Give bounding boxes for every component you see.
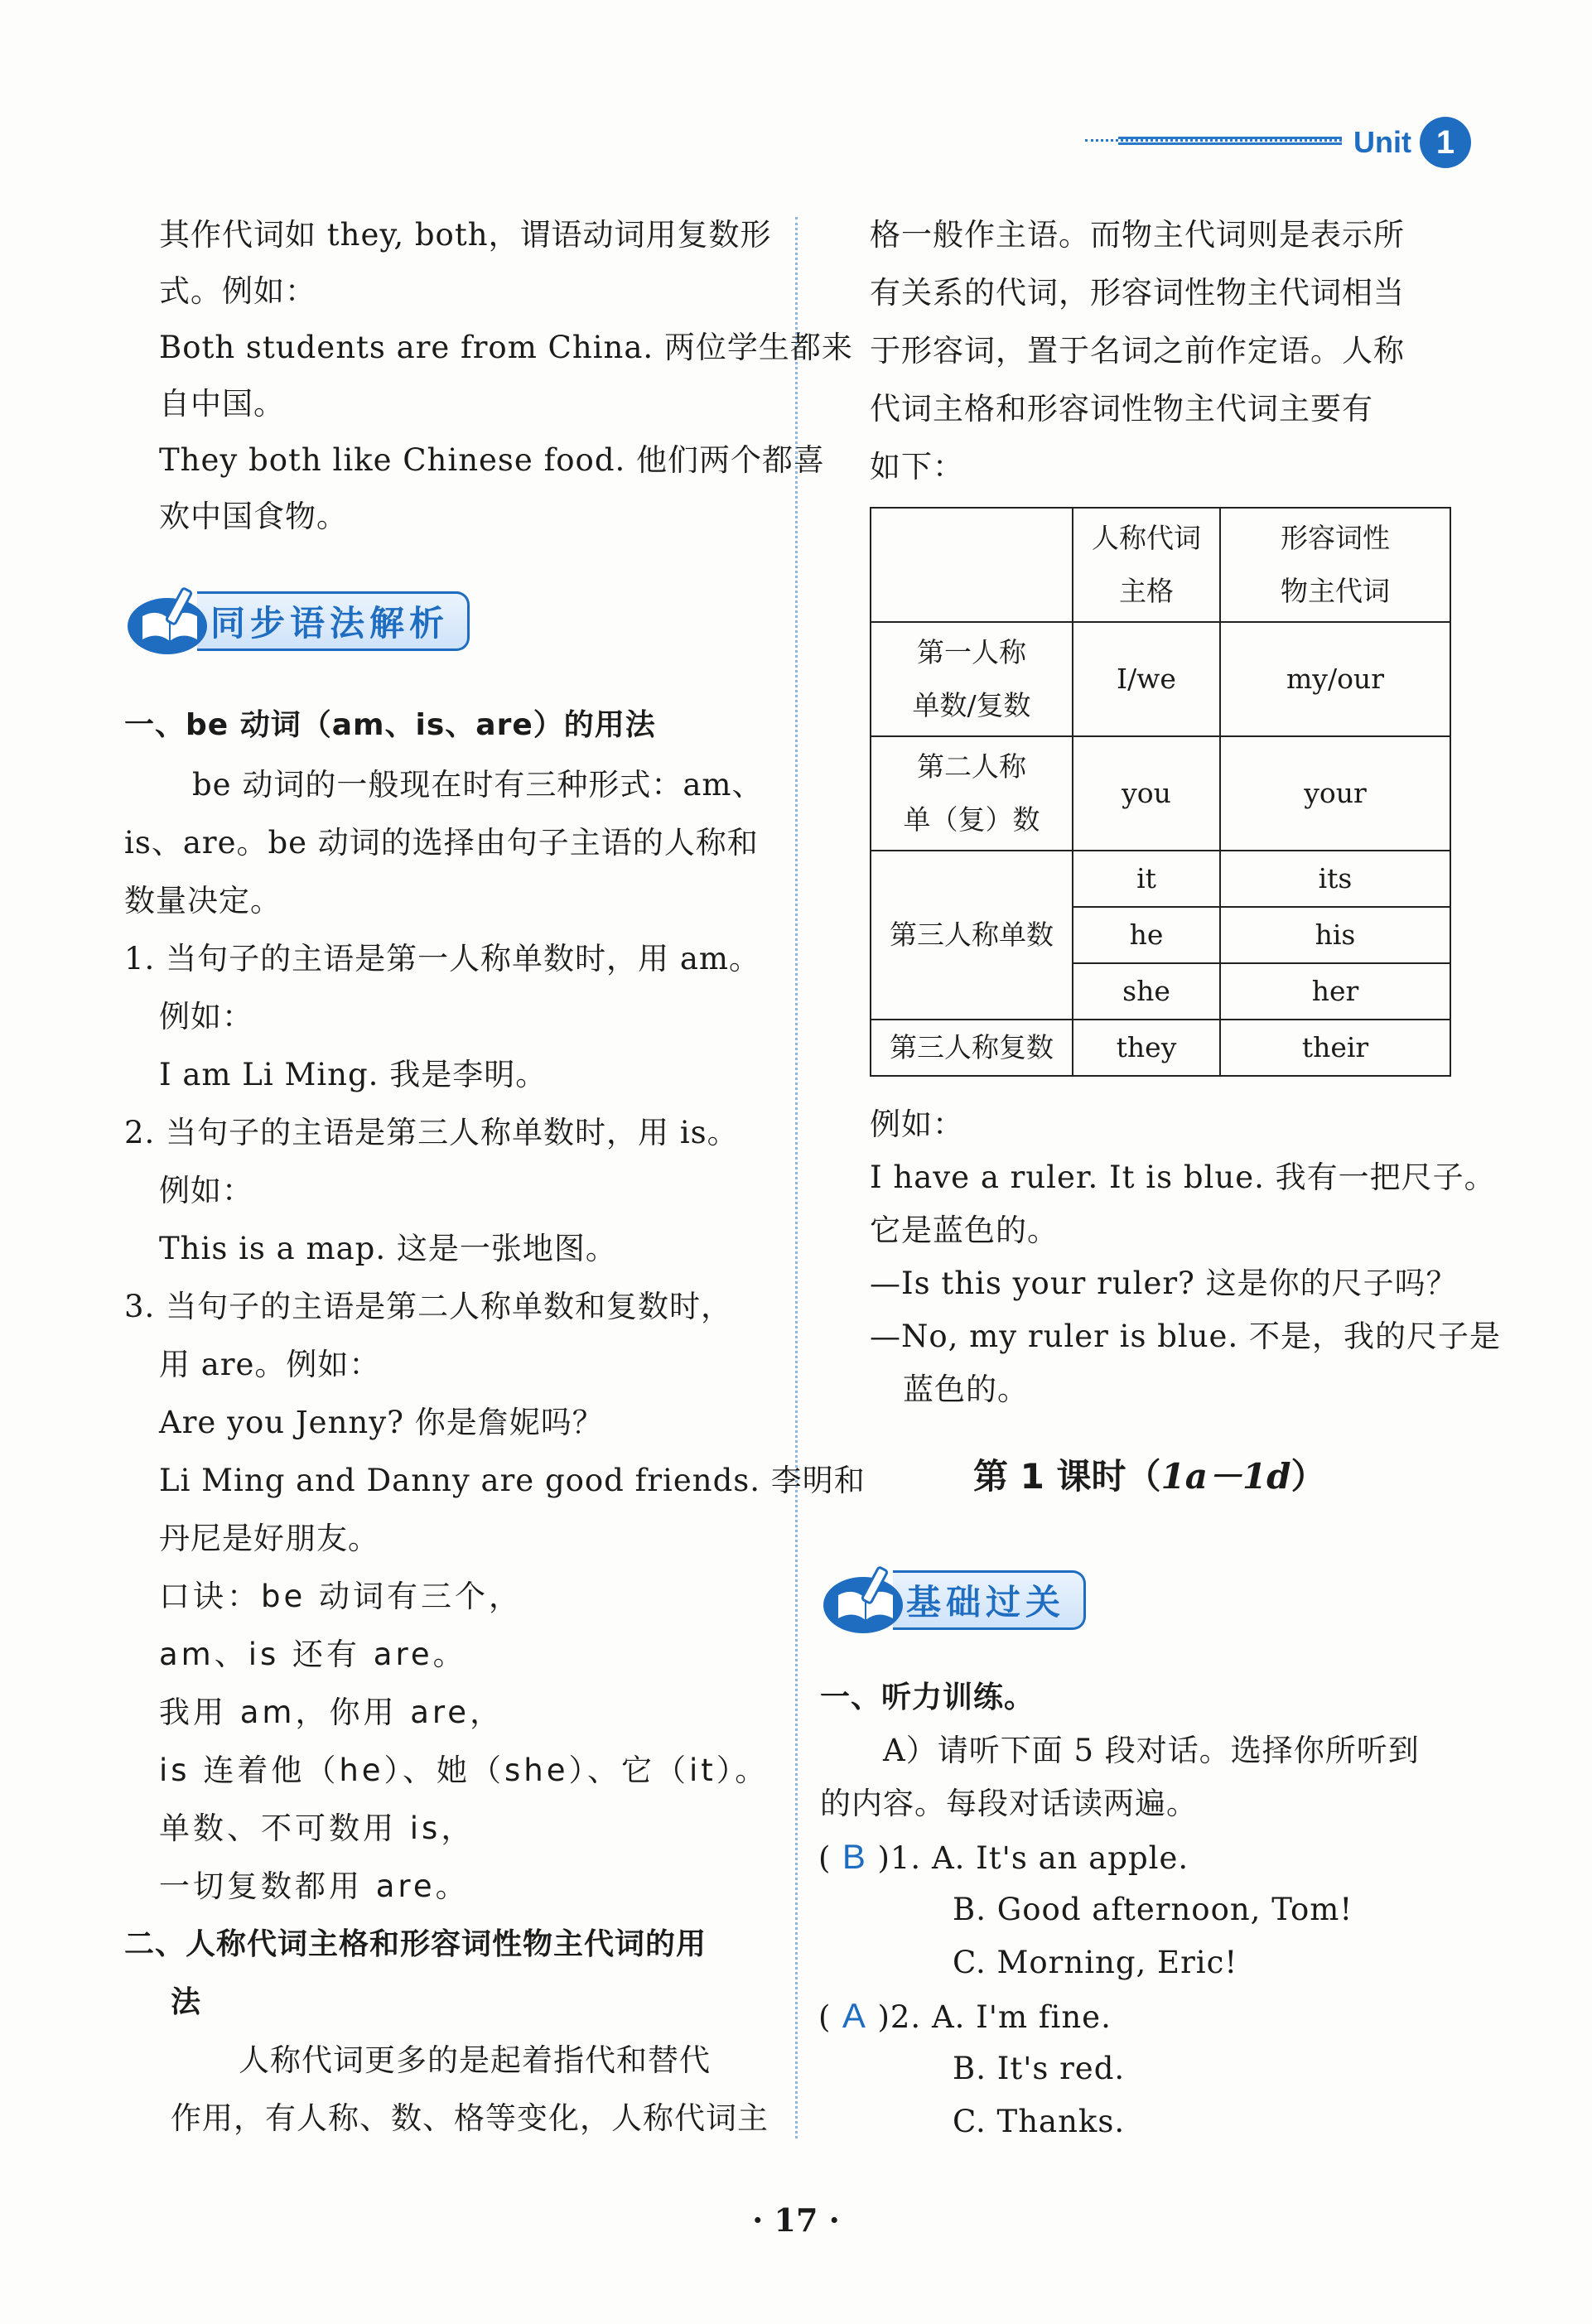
left-intro-line: 自中国。: [159, 386, 285, 422]
right-intro-line: 代词主格和形容词性物主代词主要有: [870, 391, 1373, 427]
rule-1-eg: 例如：: [159, 999, 253, 1034]
rhyme-line: 单数、不可数用 is，: [159, 1811, 475, 1846]
table-row-label: 第三人称单数: [871, 851, 1073, 1020]
right-intro-line: 于形容词，置于名词之前作定语。人称: [870, 333, 1405, 369]
left-intro-line: 式。例如：: [159, 273, 316, 309]
option: C. Morning, Eric!: [953, 1945, 1238, 1980]
section1-body-line: is、are。be 动词的选择由句子主语的人称和: [124, 825, 759, 861]
right-example: —Is this your ruler? 这是你的尺子吗？: [870, 1266, 1458, 1301]
table-cell: my/our: [1220, 622, 1450, 736]
left-intro-line: Both students are from China. 两位学生都来: [159, 330, 853, 365]
unit-number-badge: 1: [1420, 117, 1471, 168]
table-cell: I/we: [1073, 622, 1220, 736]
book-pen-icon: [820, 1562, 911, 1638]
right-eg: 例如：: [870, 1107, 964, 1142]
table-header-cell: 形容词性 物主代词: [1220, 508, 1450, 622]
header-rule: [1085, 137, 1342, 148]
answer-blank[interactable]: A: [842, 1996, 866, 2035]
right-intro-line: 如下：: [870, 449, 964, 485]
table-row: [871, 508, 1450, 622]
right-example: —No, my ruler is blue. 不是，我的尺子是: [870, 1319, 1501, 1354]
table-row-label: 第一人称 单数/复数: [871, 622, 1073, 736]
section2-body-line: 作用，有人称、数、格等变化，人称代词主: [171, 2100, 769, 2136]
rule-2-example: This is a map. 这是一张地图。: [159, 1231, 617, 1266]
rule-1: 1. 当句子的主语是第一人称单数时，用 am。: [124, 941, 760, 976]
question-1: ( B )1. A. It's an apple.: [818, 1837, 1189, 1876]
lesson-title: 第 1 课时（1a－1d）: [973, 1456, 1326, 1497]
section2-body-line: 人称代词更多的是起着指代和替代: [239, 2042, 711, 2078]
answer-blank[interactable]: B: [842, 1837, 866, 1876]
rule-3-example: Li Ming and Danny are good friends. 李明和: [159, 1463, 866, 1498]
right-intro-line: 有关系的代词，形容词性物主代词相当: [870, 275, 1405, 311]
section2-heading: 二、人称代词主格和形容词性物主代词的用: [124, 1927, 707, 1961]
rule-3-cont: 用 are。例如：: [159, 1347, 381, 1382]
rule-3: 3. 当句子的主语是第二人称单数和复数时，: [124, 1289, 733, 1324]
table-cell: she: [1073, 963, 1220, 1020]
table-cell: you: [1073, 736, 1220, 851]
rhyme-line: am、is 还有 are。: [159, 1637, 467, 1672]
table-row: [871, 622, 1450, 736]
rhyme-line: 一切复数都用 are。: [159, 1868, 470, 1904]
section1-heading: 一、be 动词（am、is、are）的用法: [124, 708, 656, 742]
column-divider: [795, 217, 798, 2138]
section1-body-line: be 动词的一般现在时有三种形式：am、: [192, 767, 764, 803]
table-row: [871, 736, 1450, 851]
table-cell: they: [1073, 1020, 1220, 1076]
left-intro-line: 欢中国食物。: [159, 499, 348, 534]
section2-heading-cont: 法: [171, 1985, 202, 2019]
rule-1-example: I am Li Ming. 我是李明。: [159, 1057, 548, 1092]
table-cell: your: [1220, 736, 1450, 851]
table-cell: her: [1220, 963, 1450, 1020]
option: B. It's red.: [953, 2051, 1126, 2086]
section1-body-line: 数量决定。: [124, 883, 282, 919]
rhyme-line: is 连着他（he）、她（she）、它（it）。: [159, 1753, 769, 1788]
rule-2-eg: 例如：: [159, 1173, 253, 1208]
table-cell: his: [1220, 907, 1450, 963]
left-intro-line: 其作代词如 they, both，谓语动词用复数形: [159, 217, 772, 253]
rhyme-line: 口诀：be 动词有三个，: [159, 1579, 523, 1614]
table-corner-cell: [871, 508, 1073, 622]
left-intro-line: They both like Chinese food. 他们两个都喜: [159, 442, 826, 478]
table-cell: their: [1220, 1020, 1450, 1076]
grammar-banner: [124, 583, 470, 659]
right-example: 蓝色的。: [903, 1372, 1029, 1407]
page-number: · 17 ·: [752, 2201, 840, 2239]
table-row: [871, 1020, 1450, 1076]
table-cell: he: [1073, 907, 1220, 963]
book-pen-icon: [124, 583, 215, 659]
table-header-cell: 人称代词 主格: [1073, 508, 1220, 622]
listening-heading: 一、听力训练。: [820, 1680, 1035, 1714]
table-row-label: 第三人称复数: [871, 1020, 1073, 1076]
rule-2: 2. 当句子的主语是第三人称单数时，用 is。: [124, 1115, 739, 1150]
rule-3-example: 丹尼是好朋友。: [159, 1521, 379, 1556]
basics-banner: [820, 1562, 1086, 1638]
rule-3-example: Are you Jenny? 你是詹妮吗？: [159, 1405, 604, 1440]
unit-label: Unit: [1353, 125, 1411, 159]
rhyme-line: 我用 am，你用 are，: [159, 1695, 504, 1730]
right-intro-line: 格一般作主语。而物主代词则是表示所: [870, 217, 1405, 253]
right-example: I have a ruler. It is blue. 我有一把尺子。: [870, 1160, 1496, 1195]
basics-banner-label: 基础过关: [893, 1570, 1086, 1630]
listening-instruction: 的内容。每段对话读两遍。: [820, 1786, 1198, 1821]
option: B. Good afternoon, Tom!: [953, 1892, 1353, 1927]
table-cell: its: [1220, 851, 1450, 907]
question-2: ( A )2. A. I'm fine.: [818, 1996, 1112, 2035]
pronoun-table: [870, 507, 1451, 1077]
table-row-label: 第二人称 单（复）数: [871, 736, 1073, 851]
listening-instruction: A）请听下面 5 段对话。选择你所听到: [883, 1733, 1420, 1768]
table-cell: it: [1073, 851, 1220, 907]
right-example: 它是蓝色的。: [870, 1213, 1059, 1248]
grammar-banner-label: 同步语法解析: [197, 591, 470, 651]
table-row: [871, 851, 1450, 907]
option: C. Thanks.: [953, 2104, 1126, 2139]
unit-header: [1085, 116, 1471, 169]
